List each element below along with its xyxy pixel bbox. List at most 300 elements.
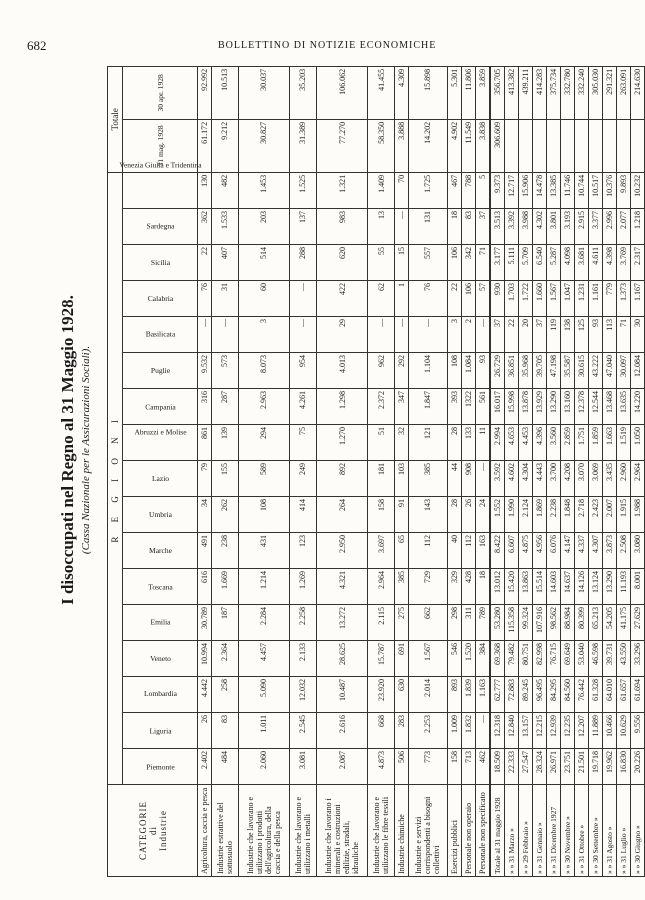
category-cell: Personale non operaio (461, 785, 475, 877)
value-cell: 5.301 (447, 66, 461, 119)
value-cell: 77.270 (316, 119, 368, 172)
value-cell: 41.175 (616, 605, 630, 641)
value-cell: 1.832 (461, 713, 475, 749)
value-cell: 375.734 (547, 66, 561, 119)
value-cell: 3.080 (630, 533, 644, 569)
value-cell: 263.091 (616, 66, 630, 119)
value-cell: 13.012 (490, 569, 505, 605)
value-cell: 1.161 (589, 281, 603, 317)
table-row (408, 66, 447, 876)
value-cell: 61.172 (198, 119, 212, 172)
value-cell: 31 (211, 281, 238, 317)
value-cell: 14.478 (533, 172, 547, 208)
value-cell: 983 (316, 209, 368, 245)
value-cell: 13 (368, 209, 395, 245)
value-cell: 2.238 (547, 497, 561, 533)
value-cell: 3.177 (490, 245, 505, 281)
value-cell: 298 (447, 605, 461, 641)
value-cell: 4.398 (603, 245, 617, 281)
value-cell: — (211, 317, 238, 353)
value-cell: 4.321 (316, 569, 368, 605)
value-cell: 32 (394, 425, 408, 461)
value-cell: 76.715 (547, 641, 561, 677)
value-cell: — (394, 317, 408, 353)
total-header: Totale (108, 66, 123, 172)
region-header: Lazio (123, 461, 198, 497)
table-row (290, 66, 317, 876)
value-cell: 954 (290, 353, 317, 389)
value-cell: 2.996 (603, 209, 617, 245)
value-cell: 3.888 (394, 119, 408, 172)
value-cell: 22 (447, 281, 461, 317)
value-cell: 1.011 (238, 713, 290, 749)
value-cell: 491 (198, 533, 212, 569)
value-cell: — (475, 461, 490, 497)
value-cell: 88.984 (561, 605, 575, 641)
value-cell: 1.104 (408, 353, 447, 389)
value-cell: 1.269 (290, 569, 317, 605)
value-cell: 13.160 (561, 389, 575, 425)
value-cell: 60 (238, 281, 290, 317)
value-cell: 4.098 (561, 245, 575, 281)
value-cell: 275 (394, 605, 408, 641)
value-cell: 9.893 (616, 172, 630, 208)
table-row (198, 66, 212, 876)
value-cell: 75 (290, 425, 317, 461)
value-cell: 1.270 (316, 425, 368, 461)
value-cell: 4.396 (533, 425, 547, 461)
value-cell (561, 119, 575, 172)
value-cell: 31.389 (290, 119, 317, 172)
value-cell: 6.076 (547, 533, 561, 569)
value-cell: 96.495 (533, 677, 547, 713)
value-cell: 1.703 (505, 281, 519, 317)
value-cell: 788 (461, 172, 475, 208)
value-cell: 779 (603, 281, 617, 317)
value-cell: 22 (198, 245, 212, 281)
value-cell: 1.869 (533, 497, 547, 533)
table-row (461, 66, 475, 876)
value-cell: 14.126 (575, 569, 589, 605)
value-cell: 4.261 (290, 389, 317, 425)
category-cell: » » 31 Ottobre » (575, 785, 589, 877)
value-cell: 2.284 (238, 605, 290, 641)
value-cell: 76.442 (575, 677, 589, 713)
value-cell: 4.442 (198, 677, 212, 713)
value-cell: 108 (238, 497, 290, 533)
value-cell: 46.598 (589, 641, 603, 677)
value-cell: 482 (211, 172, 238, 208)
value-cell: 1.373 (616, 281, 630, 317)
value-cell: 9.373 (490, 172, 505, 208)
value-cell: 70 (394, 172, 408, 208)
value-cell: 773 (408, 749, 447, 785)
value-cell: 22.333 (505, 749, 519, 785)
value-cell: 4.453 (519, 425, 533, 461)
category-cell: Agricoltura, caccia e pesca (198, 785, 212, 877)
value-cell: 422 (316, 281, 368, 317)
value-cell: 1.231 (575, 281, 589, 317)
value-cell: 69.649 (561, 641, 575, 677)
value-cell: 4.902 (447, 119, 461, 172)
value-cell: 238 (211, 533, 238, 569)
value-cell: 44 (447, 461, 461, 497)
value-cell: 467 (447, 172, 461, 208)
value-cell: 557 (408, 245, 447, 281)
value-cell: 384 (475, 641, 490, 677)
value-cell: 82.998 (533, 641, 547, 677)
value-cell: 3.069 (589, 461, 603, 497)
value-cell: 3 (447, 317, 461, 353)
total-row (589, 66, 603, 876)
value-cell: 8.422 (490, 533, 505, 569)
value-cell: 16.017 (490, 389, 505, 425)
total-row (575, 66, 589, 876)
value-cell: 12.378 (575, 389, 589, 425)
value-cell: 61.694 (630, 677, 644, 713)
value-cell: 27.547 (519, 749, 533, 785)
value-cell: 2.964 (630, 461, 644, 497)
value-cell: 2.087 (316, 749, 368, 785)
regions-header: R E G I O N I (108, 172, 123, 784)
value-cell: 158 (368, 497, 395, 533)
value-cell: 12.032 (290, 677, 317, 713)
value-cell: 2.915 (575, 209, 589, 245)
value-cell: 9.532 (198, 353, 212, 389)
value-cell: 12.207 (575, 713, 589, 749)
value-cell: 4.147 (561, 533, 575, 569)
category-cell: » » 30 Settembre » (589, 785, 603, 877)
value-cell: 3.070 (575, 461, 589, 497)
value-cell: 2.364 (211, 641, 238, 677)
value-cell: 2.718 (575, 497, 589, 533)
value-cell: 2.133 (290, 641, 317, 677)
category-cell: » » 31 Marzo » (505, 785, 519, 877)
value-cell: 28.625 (316, 641, 368, 677)
value-cell: 35.968 (519, 353, 533, 389)
value-cell: 79 (198, 461, 212, 497)
value-cell: 4.208 (561, 461, 575, 497)
value-cell: 6.540 (533, 245, 547, 281)
value-cell: 121 (408, 425, 447, 461)
value-cell: 8.001 (630, 569, 644, 605)
value-cell: 13.863 (519, 569, 533, 605)
value-cell: 64.010 (603, 677, 617, 713)
category-cell: » » 31 Gennaio » (533, 785, 547, 877)
value-cell: 3.392 (505, 209, 519, 245)
value-cell: 620 (316, 245, 368, 281)
value-cell: 115.358 (505, 605, 519, 641)
value-cell: 5.709 (519, 245, 533, 281)
value-cell: 2.859 (561, 425, 575, 461)
region-header: Piemonte (123, 749, 198, 785)
value-cell: 30.789 (198, 605, 212, 641)
value-cell: 36.851 (505, 353, 519, 389)
region-header: Calabria (123, 281, 198, 317)
value-cell: 407 (211, 245, 238, 281)
total-row (490, 66, 505, 876)
value-cell: 1.533 (211, 209, 238, 245)
value-cell: 1.218 (630, 209, 644, 245)
value-cell: 893 (447, 677, 461, 713)
value-cell: 41.455 (368, 66, 395, 119)
value-cell: 39.705 (533, 353, 547, 389)
value-cell: 13.878 (519, 389, 533, 425)
value-cell: 729 (408, 569, 447, 605)
value-cell: 79.482 (505, 641, 519, 677)
value-cell: 10.232 (630, 172, 644, 208)
value-cell: 616 (198, 569, 212, 605)
region-header: Venezia Giulia e Tridentina (123, 172, 198, 208)
category-cell: Totale al 31 maggio 1928 (490, 785, 505, 877)
value-cell: 3.697 (368, 533, 395, 569)
value-cell: 283 (394, 713, 408, 749)
region-header: Sicilia (123, 245, 198, 281)
value-cell: 3.859 (475, 66, 490, 119)
value-cell: 3.769 (616, 245, 630, 281)
value-cell: 13.124 (589, 569, 603, 605)
region-header: Lombardia (123, 677, 198, 713)
value-cell: 20.226 (630, 749, 644, 785)
value-cell: 71 (475, 245, 490, 281)
region-header: Sardegna (123, 209, 198, 245)
region-header: Umbria (123, 497, 198, 533)
value-cell: 3.377 (589, 209, 603, 245)
value-cell: 3.838 (475, 119, 490, 172)
value-cell: 789 (475, 605, 490, 641)
value-cell: 1.722 (519, 281, 533, 317)
value-cell: 3.435 (603, 461, 617, 497)
value-cell: 187 (211, 605, 238, 641)
table-row (211, 66, 238, 876)
value-cell: 3.560 (547, 425, 561, 461)
region-header: Basilicata (123, 317, 198, 353)
value-cell: 80.399 (575, 605, 589, 641)
value-cell: 13.290 (547, 389, 561, 425)
value-cell: 89.245 (519, 677, 533, 713)
value-cell: 61.657 (616, 677, 630, 713)
value-cell: 1.409 (368, 172, 395, 208)
value-cell: 37 (533, 317, 547, 353)
value-cell: 57 (475, 281, 490, 317)
value-cell: 4.302 (533, 209, 547, 245)
value-cell: 3.193 (561, 209, 575, 245)
value-cell: 12.084 (630, 353, 644, 389)
value-cell: 43.222 (589, 353, 603, 389)
value-cell: 14.202 (408, 119, 447, 172)
value-cell: 861 (198, 425, 212, 461)
value-cell: 10.513 (211, 66, 238, 119)
value-cell: 123 (290, 533, 317, 569)
value-cell: 561 (475, 389, 490, 425)
value-cell: 14.220 (630, 389, 644, 425)
value-cell: 462 (475, 749, 490, 785)
value-cell (505, 119, 519, 172)
value-cell: 2.060 (238, 749, 290, 785)
value-cell: 1.848 (561, 497, 575, 533)
value-cell: 332.240 (575, 66, 589, 119)
value-cell: 347 (394, 389, 408, 425)
value-cell: 16.830 (616, 749, 630, 785)
value-cell: 9.556 (630, 713, 644, 749)
value-cell: 332.780 (561, 66, 575, 119)
value-cell: 62.777 (490, 677, 505, 713)
value-cell: 892 (316, 461, 368, 497)
value-cell: 84.560 (561, 677, 575, 713)
table-row (447, 66, 461, 876)
table-title: I disoccupati nel Regno al 31 Maggio 1928. (58, 295, 77, 605)
value-cell: 61.328 (589, 677, 603, 713)
value-cell: 1.167 (630, 281, 644, 317)
value-cell: 10.629 (616, 713, 630, 749)
value-cell: 62 (368, 281, 395, 317)
value-cell: 4.653 (505, 425, 519, 461)
value-cell: 1.453 (238, 172, 290, 208)
value-cell: 1.525 (290, 172, 317, 208)
table-row (238, 66, 290, 876)
value-cell: 26.729 (490, 353, 505, 389)
value-cell: 15.906 (519, 172, 533, 208)
value-cell: 2.258 (290, 605, 317, 641)
value-cell: 2.950 (316, 533, 368, 569)
value-cell: 573 (211, 353, 238, 389)
value-cell: 11.889 (589, 713, 603, 749)
category-header: CATEGORIE di Industrie (108, 785, 198, 877)
value-cell: 362 (198, 209, 212, 245)
value-cell: 3.700 (547, 461, 561, 497)
region-header: Veneto (123, 641, 198, 677)
total-row (561, 66, 575, 876)
value-cell: 158 (447, 749, 461, 785)
value-cell: 1.988 (630, 497, 644, 533)
category-cell: » » 31 Luglio » (616, 785, 630, 877)
value-cell: 4.873 (368, 749, 395, 785)
value-cell (547, 119, 561, 172)
value-cell: 26 (198, 713, 212, 749)
value-cell: — (475, 713, 490, 749)
category-cell: Industrie che lavorano e utilizzano i metalli (290, 785, 317, 877)
value-cell: 6.607 (505, 533, 519, 569)
value-cell: 414 (290, 497, 317, 533)
value-cell: 2 (461, 317, 475, 353)
value-cell: 29 (316, 317, 368, 353)
value-cell: 1.859 (589, 425, 603, 461)
value-cell: 3.801 (547, 209, 561, 245)
value-cell: 9.212 (211, 119, 238, 172)
value-cell: 11.193 (616, 569, 630, 605)
total-row (533, 66, 547, 876)
value-cell: 5.090 (238, 677, 290, 713)
table-container (107, 67, 642, 877)
value-cell: 1.009 (447, 713, 461, 749)
value-cell: 3.513 (490, 209, 505, 245)
value-cell: 316 (198, 389, 212, 425)
value-cell: 14.603 (547, 569, 561, 605)
value-cell: 962 (368, 353, 395, 389)
value-cell: 55 (368, 245, 395, 281)
value-cell: 4.875 (519, 533, 533, 569)
value-cell: 108 (447, 353, 461, 389)
value-cell: 2.124 (519, 497, 533, 533)
value-cell: 589 (238, 461, 290, 497)
value-cell: 137 (290, 209, 317, 245)
category-cell: » » 29 Febbraio » (519, 785, 533, 877)
value-cell: 2.994 (490, 425, 505, 461)
value-cell: 2.372 (368, 389, 395, 425)
value-cell: 28 (447, 497, 461, 533)
value-cell: 1.660 (533, 281, 547, 317)
value-cell: 294 (238, 425, 290, 461)
value-cell: 4.602 (505, 461, 519, 497)
value-cell: 2.616 (316, 713, 368, 749)
value-cell: 10.744 (575, 172, 589, 208)
value-cell: 356.705 (490, 66, 505, 119)
value-cell: — (475, 317, 490, 353)
value-cell: 1.298 (316, 389, 368, 425)
value-cell: 51 (368, 425, 395, 461)
value-cell: 4.611 (589, 245, 603, 281)
value-cell: 15.420 (505, 569, 519, 605)
value-cell: 47.198 (547, 353, 561, 389)
value-cell: 413.382 (505, 66, 519, 119)
region-header: Puglie (123, 353, 198, 389)
value-cell: 1 (394, 281, 408, 317)
value-cell: 30.037 (238, 66, 290, 119)
value-cell: 99.324 (519, 605, 533, 641)
value-cell: 691 (394, 641, 408, 677)
value-cell: 103 (394, 461, 408, 497)
value-cell: 3.081 (290, 749, 317, 785)
value-cell: 119 (547, 317, 561, 353)
value-cell: 311 (461, 605, 475, 641)
category-cell: Industrie estrattive del sottosuolo (211, 785, 238, 877)
value-cell: 80.751 (519, 641, 533, 677)
value-cell: 262 (211, 497, 238, 533)
value-cell: 428 (461, 569, 475, 605)
value-cell: 10.466 (603, 713, 617, 749)
value-cell: 10.487 (316, 677, 368, 713)
value-cell: 133 (461, 425, 475, 461)
value-cell: 1.839 (461, 677, 475, 713)
value-cell: 1.519 (616, 425, 630, 461)
value-cell: 630 (394, 677, 408, 713)
value-cell: — (394, 209, 408, 245)
value-cell: 12.717 (505, 172, 519, 208)
value-cell: 138 (561, 317, 575, 353)
value-cell: 1322 (461, 389, 475, 425)
category-cell: » » 31 Agosto » (603, 785, 617, 877)
value-cell: 163 (475, 533, 490, 569)
value-cell: 43.550 (616, 641, 630, 677)
value-cell: 1.321 (316, 172, 368, 208)
total-row (519, 66, 533, 876)
category-cell: » » 30 Giugno » (630, 785, 644, 877)
value-cell: 662 (408, 605, 447, 641)
value-cell: 35.587 (561, 353, 575, 389)
value-cell: 33.296 (630, 641, 644, 677)
value-cell: 2.253 (408, 713, 447, 749)
value-cell: 2.423 (589, 497, 603, 533)
category-cell: Industrie che lavorano e utilizzano le fibre tessili (368, 785, 395, 877)
region-header: Toscana (123, 569, 198, 605)
value-cell: 393 (447, 389, 461, 425)
value-cell: 24 (475, 497, 490, 533)
value-cell: 1.669 (211, 569, 238, 605)
value-cell: 30.827 (238, 119, 290, 172)
value-cell: 3.681 (575, 245, 589, 281)
value-cell: 19.962 (603, 749, 617, 785)
value-cell: 1.084 (461, 353, 475, 389)
